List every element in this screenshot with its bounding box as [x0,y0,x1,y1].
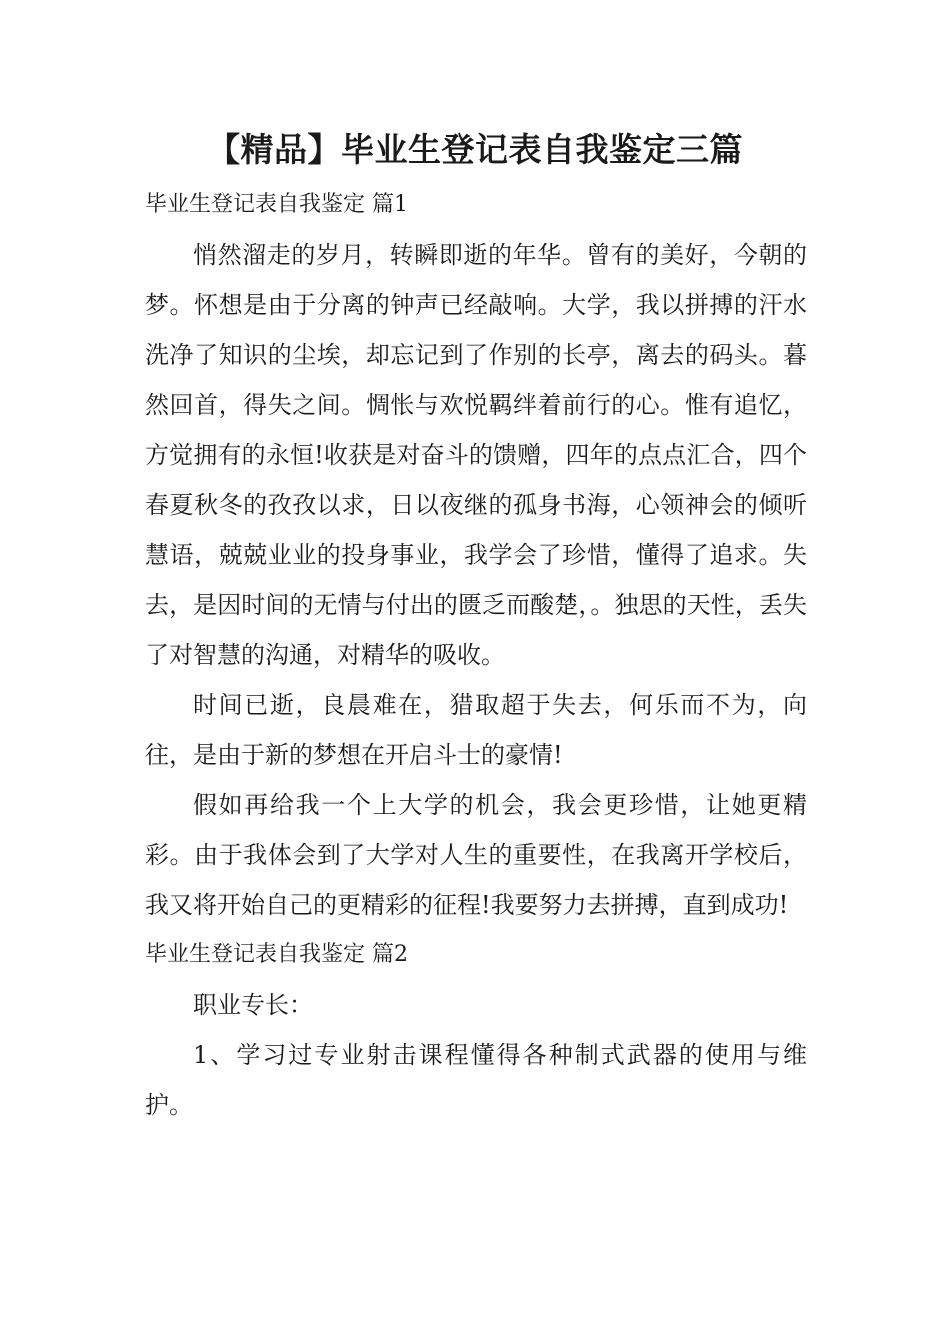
paragraph: 时间已逝，良晨难在，猎取超于失去，何乐而不为，向往，是由于新的梦想在开启斗士的豪情! [145,691,807,769]
section-1 [145,180,807,930]
section-heading: 毕业生登记表自我鉴定 篇1 [145,192,408,217]
section-heading: 毕业生登记表自我鉴定 篇2 [145,942,408,967]
paragraph: 悄然溜走的岁月，转瞬即逝的年华。曾有的美好，今朝的梦。怀想是由于分离的钟声已经敲响。大学，我以拼搏的汗水洗净了知识的尘埃，却忘记到了作别的长亭，离去的码头。暮然回首，得失之间。惆怅与欢悦羁绊着前行的心。惟有追忆，方觉拥有的永恒!收获是对奋斗的馈赠，四年的点点汇合，四个春夏秋冬的孜孜以求，日以夜继的孤身书海，心领神会的倾听慧语，兢兢业业的投身事业，我学会了珍惜，懂得了追求。失去，是因时间的无情与付出的匮乏而酸楚，。独思的天性，丢失了对智慧的沟通，对精华的吸收。 [145,241,807,669]
document-title: 【精品】毕业生登记表自我鉴定三篇 [207,130,743,169]
paragraph: 假如再给我一个上大学的机会，我会更珍惜，让她更精彩。由于我体会到了大学对人生的重要性，在我离开学校后，我又将开始自己的更精彩的征程!我要努力去拼搏，直到成功! [145,791,807,919]
paragraph: 职业专长： [193,991,313,1019]
document-body [145,180,807,1130]
section-2 [145,930,807,1130]
paragraph: 1、学习过专业射击课程懂得各种制式武器的使用与维护。 [145,1041,807,1119]
